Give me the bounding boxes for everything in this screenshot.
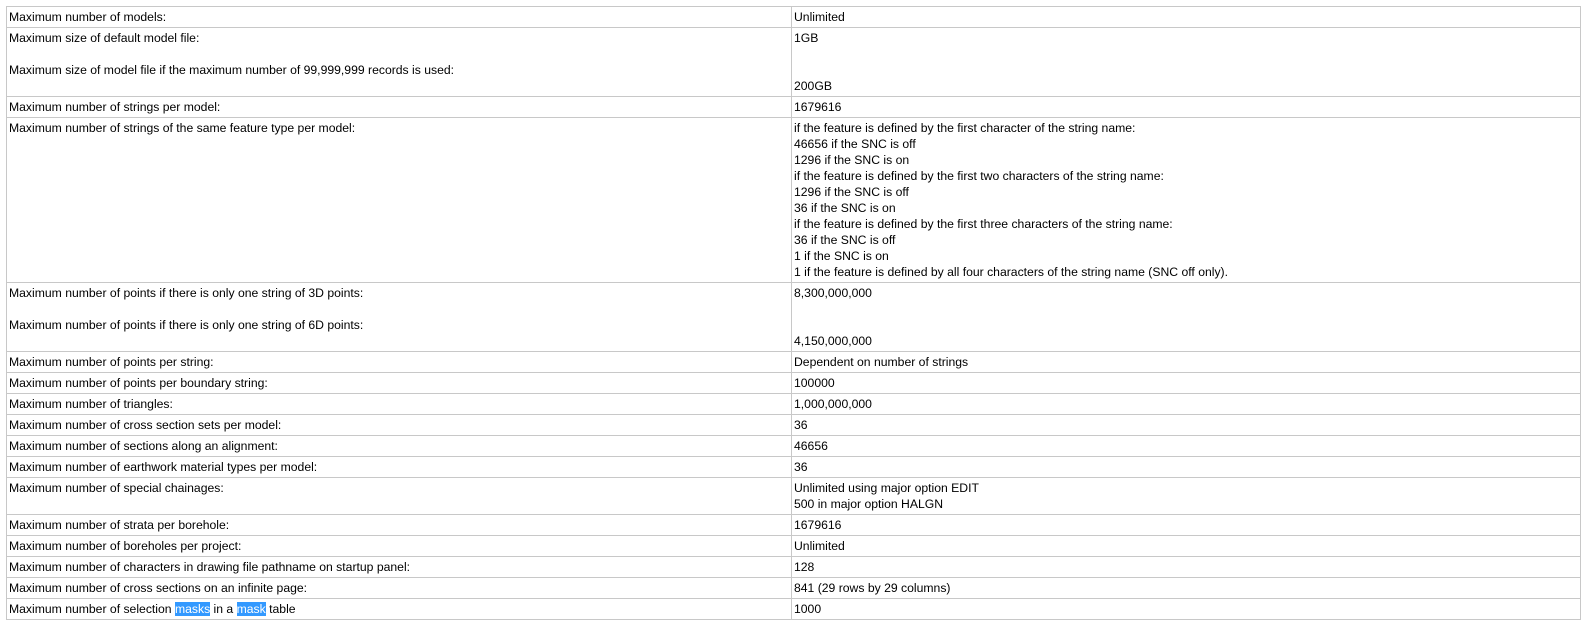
row-label: Maximum number of models: — [7, 7, 792, 28]
row-label: Maximum number of characters in drawing file pathname on startup panel: — [7, 557, 792, 578]
row-value-line: 1 if the SNC is on — [794, 249, 889, 263]
row-value-line: if the feature is defined by the first character of the string name: — [794, 121, 1136, 135]
table-row — [7, 118, 1581, 283]
table-row — [7, 352, 1581, 373]
row-value-line: 1296 if the SNC is on — [794, 153, 910, 167]
row-value: 1679616 — [792, 515, 1581, 536]
table-row — [7, 97, 1581, 118]
row-value-line: 500 in major option HALGN — [794, 497, 944, 511]
row-value-line: 1GB — [794, 31, 819, 45]
row-label: Maximum number of sections along an alignment: — [7, 436, 792, 457]
row-label: Maximum number of strata per borehole: — [7, 515, 792, 536]
row-label: Maximum number of special chainages: — [7, 478, 792, 515]
row-value: 46656 — [792, 436, 1581, 457]
limits-table — [6, 6, 1581, 620]
table-row — [7, 373, 1581, 394]
row-value-line: if the feature is defined by the first two characters of the string name: — [794, 169, 1164, 183]
table-row — [7, 415, 1581, 436]
row-value: 1000 — [792, 599, 1581, 620]
row-value-line: 4,150,000,000 — [794, 334, 872, 348]
row-value-line: 8,300,000,000 — [794, 286, 872, 300]
row-label-line: Maximum number of points if there is only one string of 3D points: — [9, 286, 364, 300]
table-row — [7, 578, 1581, 599]
row-label-line: Maximum size of model file if the maximum number of 99,999,999 records is used: — [9, 63, 455, 77]
table-row — [7, 515, 1581, 536]
row-value-line: 36 if the SNC is on — [794, 201, 896, 215]
row-label: Maximum number of earthwork material types per model: — [7, 457, 792, 478]
row-label — [7, 283, 792, 352]
row-value: 1,000,000,000 — [792, 394, 1581, 415]
table-row — [7, 436, 1581, 457]
row-value-line: 200GB — [794, 79, 832, 93]
row-value: 36 — [792, 415, 1581, 436]
search-highlight: masks — [174, 602, 211, 616]
label-text: Maximum number of selection — [9, 602, 175, 616]
row-label-line: Maximum size of default model file: — [9, 31, 200, 45]
row-label: Maximum number of strings of the same feature type per model: — [7, 118, 792, 283]
label-text: table — [265, 602, 296, 616]
table-row — [7, 28, 1581, 97]
row-label: Maximum number of strings per model: — [7, 97, 792, 118]
row-value — [792, 118, 1581, 283]
table-row — [7, 536, 1581, 557]
row-value: 128 — [792, 557, 1581, 578]
row-value-line: 1296 if the SNC is off — [794, 185, 909, 199]
row-value: 36 — [792, 457, 1581, 478]
row-value: Unlimited — [792, 7, 1581, 28]
table-row — [7, 557, 1581, 578]
row-value-line: 46656 if the SNC is off — [794, 137, 916, 151]
row-value: 100000 — [792, 373, 1581, 394]
row-value: Dependent on number of strings — [792, 352, 1581, 373]
table-row — [7, 7, 1581, 28]
row-value — [792, 283, 1581, 352]
label-text: in a — [210, 602, 237, 616]
table-row — [7, 478, 1581, 515]
row-value: 1679616 — [792, 97, 1581, 118]
row-label-line: Maximum number of points if there is only one string of 6D points: — [9, 318, 364, 332]
table-row — [7, 599, 1581, 620]
row-label: Maximum number of points per string: — [7, 352, 792, 373]
row-value-line: Unlimited using major option EDIT — [794, 481, 979, 495]
row-label: Maximum number of boreholes per project: — [7, 536, 792, 557]
table-row — [7, 394, 1581, 415]
row-value — [792, 478, 1581, 515]
row-value: 841 (29 rows by 29 columns) — [792, 578, 1581, 599]
row-label: Maximum number of triangles: — [7, 394, 792, 415]
row-label — [7, 28, 792, 97]
row-value-line: 36 if the SNC is off — [794, 233, 896, 247]
row-label: Maximum number of cross section sets per model: — [7, 415, 792, 436]
row-label: Maximum number of points per boundary string: — [7, 373, 792, 394]
row-label — [7, 599, 792, 620]
row-value-line: if the feature is defined by the first three characters of the string name: — [794, 217, 1173, 231]
row-value — [792, 28, 1581, 97]
table-row — [7, 457, 1581, 478]
table-row — [7, 283, 1581, 352]
search-highlight: mask — [236, 602, 266, 616]
row-value-line: 1 if the feature is defined by all four characters of the string name (SNC off only). — [794, 265, 1229, 279]
row-value: Unlimited — [792, 536, 1581, 557]
row-label: Maximum number of cross sections on an infinite page: — [7, 578, 792, 599]
